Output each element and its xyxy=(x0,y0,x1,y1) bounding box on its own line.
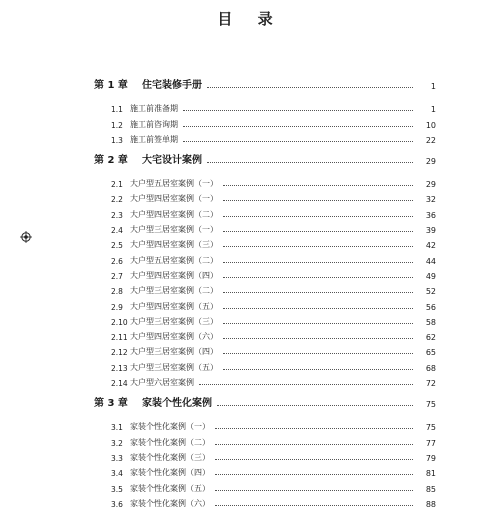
section-page: 39 xyxy=(425,226,436,236)
toc-section[interactable] xyxy=(94,432,436,447)
section-title: 大户型三居室案例（五） xyxy=(130,362,218,372)
section-page: 29 xyxy=(425,180,436,190)
section-page: 49 xyxy=(425,271,436,281)
section-title: 大户型四居室案例（五） xyxy=(130,301,218,311)
toc-section[interactable] xyxy=(94,266,436,281)
section-number: 3.3 xyxy=(111,453,123,463)
registration-mark-icon xyxy=(20,231,32,243)
section-number: 2.8 xyxy=(111,287,123,297)
section-title: 大户型三居室案例（二） xyxy=(130,286,218,296)
dot-leader xyxy=(223,353,413,354)
section-number: 2.13 xyxy=(111,363,128,373)
section-page: 62 xyxy=(425,333,436,343)
section-page: 88 xyxy=(425,499,436,509)
section-number: 3.5 xyxy=(111,484,123,494)
toc-section[interactable] xyxy=(94,478,436,493)
toc-section[interactable] xyxy=(94,342,436,357)
section-number: 3.4 xyxy=(111,469,123,479)
toc-section[interactable] xyxy=(94,174,436,189)
dot-leader xyxy=(207,162,413,163)
section-title: 大户型四居室案例（一） xyxy=(130,194,218,204)
section-page: 1 xyxy=(430,105,436,115)
section-number: 2.10 xyxy=(111,317,128,327)
section-page: 22 xyxy=(425,135,436,145)
dot-leader xyxy=(223,231,413,232)
section-page: 52 xyxy=(425,287,436,297)
section-title: 家装个性化案例（二） xyxy=(130,437,210,447)
section-title: 大户型四居室案例（四） xyxy=(130,270,218,280)
dot-leader xyxy=(199,384,413,385)
chapter-number: 第 1 章 xyxy=(94,80,128,91)
section-number: 1.3 xyxy=(111,135,123,145)
chapter-page: 29 xyxy=(425,156,436,166)
section-number: 1.2 xyxy=(111,120,123,130)
dot-leader xyxy=(223,323,413,324)
dot-leader xyxy=(183,126,413,127)
section-page: 79 xyxy=(425,453,436,463)
dot-leader xyxy=(183,141,413,142)
section-title: 大户型六居室案例 xyxy=(130,378,194,388)
dot-leader xyxy=(215,459,413,460)
section-page: 81 xyxy=(425,469,436,479)
section-page: 72 xyxy=(425,379,436,389)
dot-leader xyxy=(223,185,413,186)
section-page: 85 xyxy=(425,484,436,494)
section-page: 44 xyxy=(425,256,436,266)
dot-leader xyxy=(223,262,413,263)
section-title: 家装个性化案例（四） xyxy=(130,468,210,478)
section-number: 3.2 xyxy=(111,438,123,448)
toc-section[interactable] xyxy=(94,204,436,219)
toc-section[interactable] xyxy=(94,296,436,311)
toc-chapter-2[interactable] xyxy=(94,150,436,166)
dot-leader xyxy=(207,87,413,88)
section-page: 65 xyxy=(425,348,436,358)
toc-section[interactable] xyxy=(94,220,436,235)
toc-section[interactable] xyxy=(94,235,436,250)
toc-section[interactable] xyxy=(94,357,436,372)
toc-section[interactable] xyxy=(94,99,436,114)
dot-leader xyxy=(223,216,413,217)
section-number: 2.4 xyxy=(111,226,123,236)
section-number: 1.1 xyxy=(111,105,123,115)
toc-section[interactable] xyxy=(94,130,436,145)
toc-section[interactable] xyxy=(94,463,436,478)
dot-leader xyxy=(215,428,413,429)
section-page: 75 xyxy=(425,423,436,433)
section-title: 家装个性化案例（六） xyxy=(130,498,210,508)
chapter-page: 75 xyxy=(425,400,436,410)
section-page: 36 xyxy=(425,210,436,220)
section-number: 3.1 xyxy=(111,423,123,433)
section-title: 大户型四居室案例（二） xyxy=(130,209,218,219)
dot-leader xyxy=(223,308,413,309)
dot-leader xyxy=(223,246,413,247)
section-title: 大户型五居室案例（二） xyxy=(130,255,218,265)
section-number: 2.7 xyxy=(111,271,123,281)
section-number: 2.9 xyxy=(111,302,123,312)
dot-leader xyxy=(223,338,413,339)
toc-section[interactable] xyxy=(94,281,436,296)
dot-leader xyxy=(183,110,413,111)
toc-section[interactable] xyxy=(94,189,436,204)
chapter-title: 住宅装修手册 xyxy=(142,80,202,91)
section-number: 2.14 xyxy=(111,379,128,389)
section-page: 32 xyxy=(425,195,436,205)
section-title: 家装个性化案例（五） xyxy=(130,483,210,493)
section-title: 大户型三居室案例（四） xyxy=(130,347,218,357)
toc-chapter-3[interactable] xyxy=(94,393,436,409)
dot-leader xyxy=(217,405,413,406)
section-title: 大户型三居室案例（三） xyxy=(130,316,218,326)
dot-leader xyxy=(223,200,413,201)
toc-section[interactable] xyxy=(94,448,436,463)
chapter-page: 1 xyxy=(430,82,436,91)
section-title: 大户型三居室案例（一） xyxy=(130,225,218,235)
dot-leader xyxy=(215,444,413,445)
dot-leader xyxy=(215,474,413,475)
section-title: 施工前准备期 xyxy=(130,104,178,114)
section-title: 家装个性化案例（一） xyxy=(130,422,210,432)
section-page: 68 xyxy=(425,363,436,373)
page-title: 目 录 xyxy=(217,10,283,28)
table-of-contents xyxy=(94,75,436,509)
dot-leader xyxy=(223,292,413,293)
section-number: 2.5 xyxy=(111,241,123,251)
dot-leader xyxy=(223,277,413,278)
section-number: 2.1 xyxy=(111,180,123,190)
toc-section[interactable] xyxy=(94,114,436,129)
toc-section[interactable] xyxy=(94,327,436,342)
toc-section[interactable] xyxy=(94,373,436,388)
toc-section[interactable] xyxy=(94,250,436,265)
section-number: 2.11 xyxy=(111,333,128,343)
section-number: 2.2 xyxy=(111,195,123,205)
dot-leader xyxy=(215,505,413,506)
section-title: 家装个性化案例（三） xyxy=(130,452,210,462)
section-title: 大户型四居室案例（六） xyxy=(130,332,218,342)
section-page: 42 xyxy=(425,241,436,251)
section-number: 3.6 xyxy=(111,499,123,509)
toc-chapter-1[interactable] xyxy=(94,75,436,91)
toc-section[interactable] xyxy=(94,312,436,327)
dot-leader xyxy=(215,490,413,491)
toc-section[interactable] xyxy=(94,417,436,432)
chapter-title: 家装个性化案例 xyxy=(142,398,212,410)
section-number: 2.3 xyxy=(111,210,123,220)
chapter-number: 第 3 章 xyxy=(94,398,128,410)
section-page: 10 xyxy=(425,120,436,130)
toc-section[interactable] xyxy=(94,494,436,509)
section-title: 施工前咨询期 xyxy=(130,119,178,129)
section-title: 大户型五居室案例（一） xyxy=(130,179,218,189)
section-page: 56 xyxy=(425,302,436,312)
dot-leader xyxy=(223,369,413,370)
section-number: 2.6 xyxy=(111,256,123,266)
chapter-number: 第 2 章 xyxy=(94,154,128,166)
section-number: 2.12 xyxy=(111,348,128,358)
section-page: 77 xyxy=(425,438,436,448)
section-page: 58 xyxy=(425,317,436,327)
section-title: 施工前签单期 xyxy=(130,134,178,144)
section-title: 大户型四居室案例（三） xyxy=(130,240,218,250)
chapter-title: 大宅设计案例 xyxy=(142,154,202,166)
